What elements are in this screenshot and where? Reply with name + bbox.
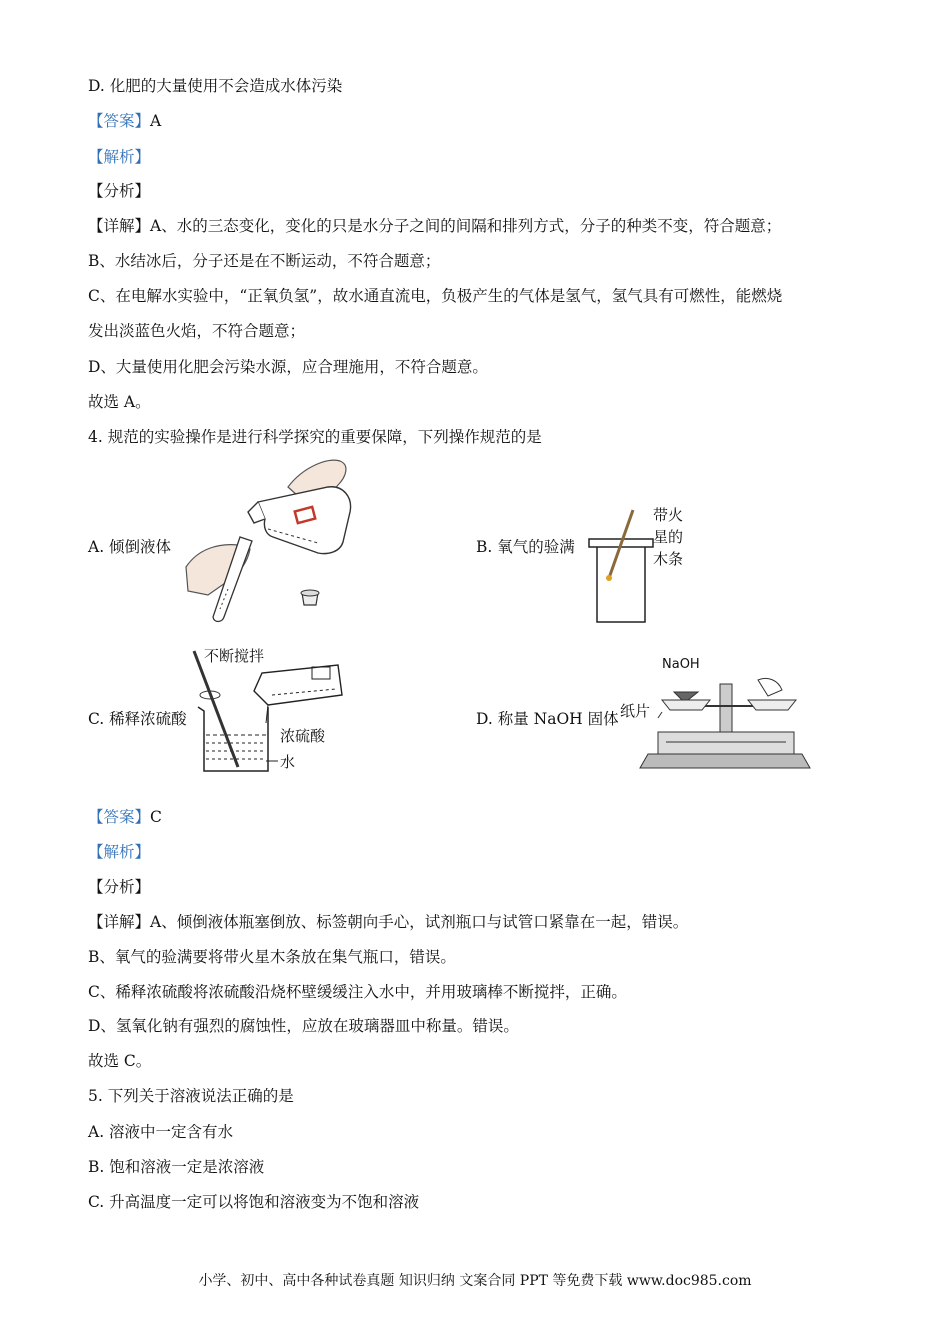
fig-b-label-1: 带火 xyxy=(653,506,684,524)
detail-line-2: B、水结冰后，分子还是在不断运动，不符合题意； xyxy=(88,252,441,270)
detail-tag: 【详解】 xyxy=(88,217,151,235)
q4-detail-tag: 【详解】 xyxy=(88,913,151,931)
option-b-label: B. 氧气的验满 xyxy=(476,538,575,556)
q5-option-b: B. 饱和溶液一定是浓溶液 xyxy=(88,1158,265,1176)
fig-b-label-3: 木条 xyxy=(653,550,684,568)
q4-detail-line-2: B、氧气的验满要将带火星木条放在集气瓶口，错误。 xyxy=(88,948,456,966)
fenxi-tag: 【分析】 xyxy=(88,182,151,200)
answer-line xyxy=(88,111,161,131)
question-4-stem: 4. 规范的实验操作是进行科学探究的重要保障，下列操作规范的是 xyxy=(88,428,542,446)
q4-jiexi-tag: 【解析】 xyxy=(88,843,151,861)
fig-c-acid-label: 浓硫酸 xyxy=(280,727,326,745)
fig-b-label-2: 星的 xyxy=(653,528,684,546)
detail-line-3: C、在电解水实验中，“正氧负氢”，故水通直流电，负极产生的气体是氢气，氢气具有可燃性，能燃烧 xyxy=(88,287,783,305)
fig-c-water-label: 水 xyxy=(280,753,296,771)
q4-answer-tag: 【答案】 xyxy=(88,808,151,826)
figure-oxygen-test xyxy=(585,502,705,627)
detail-line-1 xyxy=(88,216,781,236)
fig-d-naoh-label: NaOH xyxy=(662,657,700,672)
figure-dilute-acid xyxy=(188,643,348,775)
question-5-stem: 5. 下列关于溶液说法正确的是 xyxy=(88,1087,294,1105)
detail-line-4: D、大量使用化肥会污染水源，应合理施用，不符合题意。 xyxy=(88,358,488,376)
figure-weigh-naoh xyxy=(618,650,818,772)
detail-text: A、水的三态变化，变化的只是水分子之间的间隔和排列方式，分子的种类不变，符合题意； xyxy=(150,217,782,235)
q4-conclusion: 故选 C。 xyxy=(88,1052,152,1070)
q4-fenxi-tag: 【分析】 xyxy=(88,878,151,896)
q4-detail-text: A、倾倒液体瓶塞倒放、标签朝向手心，试剂瓶口与试管口紧靠在一起，错误。 xyxy=(150,913,689,931)
option-a-label: A. 倾倒液体 xyxy=(88,538,172,556)
jiexi-tag: 【解析】 xyxy=(88,148,151,166)
detail-line-3-cont: 发出淡蓝色火焰，不符合题意； xyxy=(88,322,306,340)
q5-option-c: C. 升高温度一定可以将饱和溶液变为不饱和溶液 xyxy=(88,1193,420,1211)
q4-detail-line-4: D、氢氧化钠有强烈的腐蚀性，应放在玻璃器皿中称量。错误。 xyxy=(88,1017,519,1035)
option-d: D. 化肥的大量使用不会造成水体污染 xyxy=(88,77,343,95)
fig-c-stir-label: 不断搅拌 xyxy=(204,647,265,665)
q5-option-a: A. 溶液中一定含有水 xyxy=(88,1123,234,1141)
option-d-label: D. 称量 NaOH 固体 xyxy=(476,710,619,728)
option-c-label: C. 稀释浓硫酸 xyxy=(88,710,187,728)
conclusion: 故选 A。 xyxy=(88,393,151,411)
answer-tag: 【答案】 xyxy=(88,112,151,130)
figure-pouring-liquid xyxy=(178,457,368,627)
q4-detail-line-1 xyxy=(88,912,688,932)
fig-d-paper-label: 纸片 xyxy=(620,702,651,720)
q4-detail-line-3: C、稀释浓硫酸将浓硫酸沿烧杯壁缓缓注入水中，并用玻璃棒不断搅拌，正确。 xyxy=(88,983,627,1001)
answer-value: A xyxy=(150,112,162,130)
q4-answer-line xyxy=(88,807,162,827)
q4-answer-value: C xyxy=(150,808,162,826)
page-footer: 小学、初中、高中各种试卷真题 知识归纳 文案合同 PPT 等免费下载 www.doc985.com xyxy=(198,1273,752,1289)
